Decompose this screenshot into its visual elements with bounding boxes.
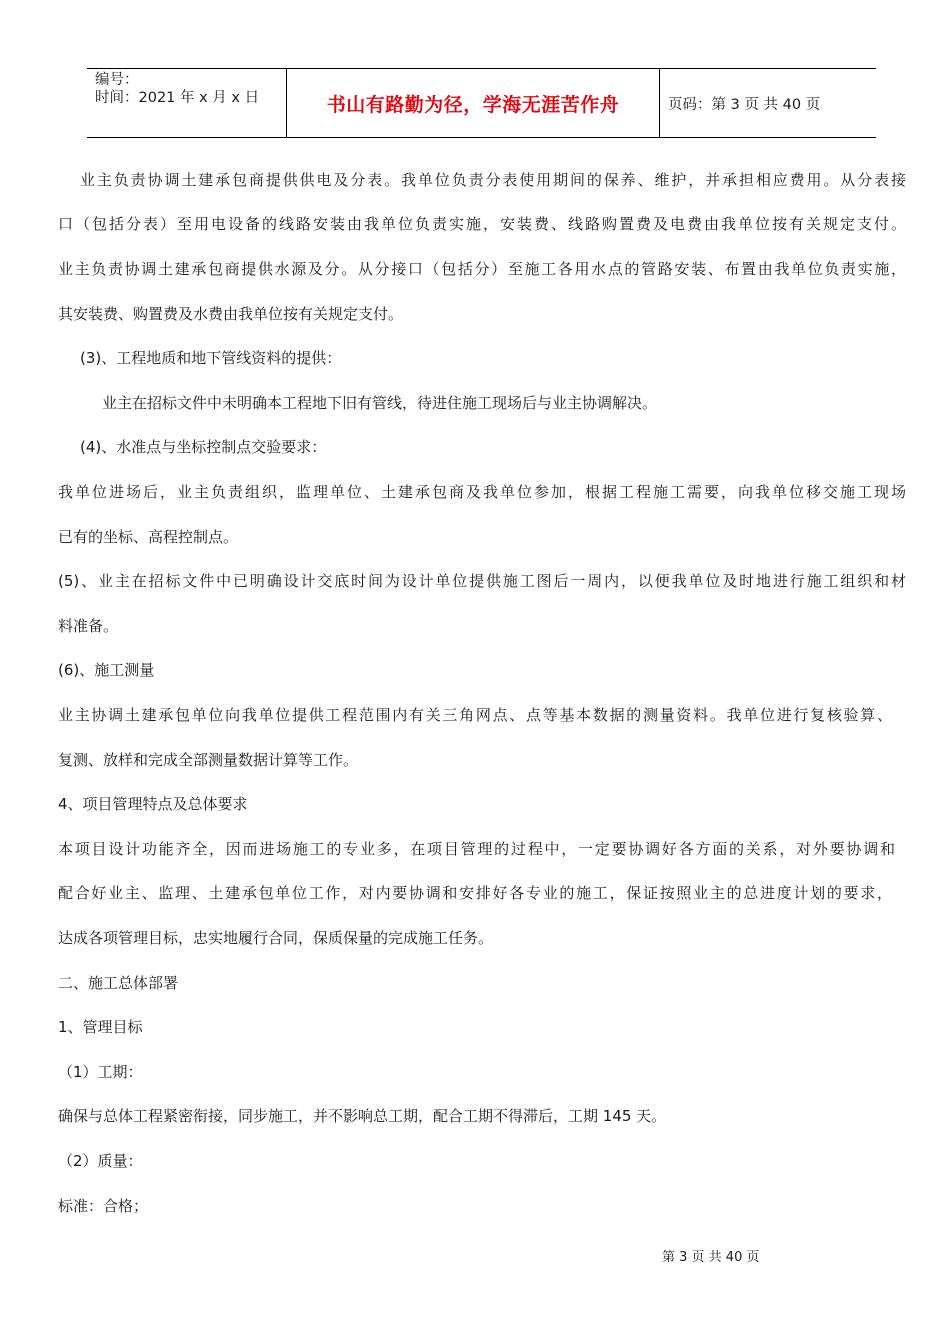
header-meta-cell — [87, 69, 287, 137]
header-page-number: 页码：第 3 页 共 40 页 — [668, 96, 821, 113]
body-line: 口（包括分表）至用电设备的线路安装由我单位负责实施，安装费、线路购置费及电费由我单位按有关规定支付。 — [58, 215, 906, 233]
body-line: 业主负责协调土建承包商提供水源及分。从分接口（包括分）至施工各用水点的管路安装、布置由我单位负责实施， — [58, 260, 906, 278]
body-line: 我单位进场后，业主负责组织，监理单位、土建承包商及我单位参加，根据工程施工需要，向我单位移交施工现场 — [58, 483, 906, 501]
document-header — [87, 68, 876, 138]
section-heading: 1、管理目标 — [58, 1018, 143, 1036]
section-heading: (6)、施工测量 — [58, 661, 155, 679]
body-line: 料准备。 — [58, 617, 119, 635]
body-line: 本项目设计功能齐全，因而进场施工的专业多，在项目管理的过程中，一定要协调好各方面的关系，对外要协调和 — [58, 840, 895, 858]
section-heading: 4、项目管理特点及总体要求 — [58, 795, 248, 813]
body-line: 已有的坐标、高程控制点。 — [58, 528, 239, 546]
body-line: 业主负责协调土建承包商提供供电及分表。我单位负责分表使用期间的保养、维护，并承担相应费用。从分表接 — [80, 171, 906, 189]
body-line: 其安装费、购置费及水费由我单位按有关规定支付。 — [58, 305, 404, 323]
section-heading: 二、施工总体部署 — [58, 974, 179, 992]
body-line: 业主在招标文件中未明确本工程地下旧有管线，待进住施工现场后与业主协调解决。 — [102, 394, 658, 412]
body-line: 配合好业主、监理、土建承包单位工作，对内要协调和安排好各专业的施工，保证按照业主的总进度计划的要求， — [58, 884, 892, 902]
section-heading: (5)、业主在招标文件中已明确设计交底时间为设计单位提供施工图后一周内，以便我单位及时地进行施工组织和材 — [58, 572, 906, 590]
body-line: 复测、放样和完成全部测量数据计算等工作。 — [58, 751, 359, 769]
body-line: 标准：合格； — [58, 1197, 149, 1215]
body-line: 确保与总体工程紧密衔接，同步施工，并不影响总工期，配合工期不得滞后，工期 145 天。 — [58, 1107, 667, 1125]
body-line: 业主协调土建承包单位向我单位提供工程范围内有关三角网点、点等基本数据的测量资料。我单位进行复核验算、 — [58, 706, 892, 724]
document-time-label: 时间：2021 年 x 月 x 日 — [95, 90, 260, 106]
section-heading: (3)、工程地质和地下管线资料的提供： — [80, 349, 342, 367]
header-motto: 书山有路勤为径，学海无涯苦作舟 — [287, 69, 660, 137]
section-heading: （1）工期： — [58, 1063, 143, 1081]
section-heading: （2）质量： — [58, 1152, 143, 1170]
document-number-label: 编号： — [95, 72, 139, 88]
body-line: 达成各项管理目标，忠实地履行合同，保质保量的完成施工任务。 — [58, 929, 494, 947]
section-heading: (4)、水准点与坐标控制点交验要求： — [80, 438, 327, 456]
page-footer: 第 3 页 共 40 页 — [662, 1250, 760, 1265]
